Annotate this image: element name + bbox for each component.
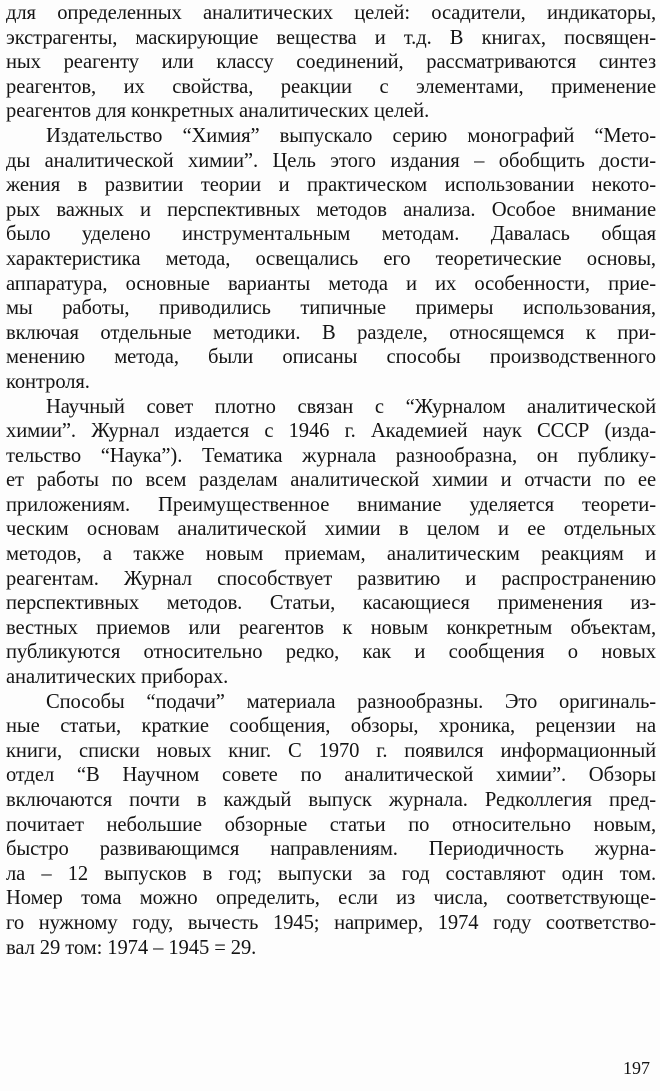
text-line: перспективных методов. Статьи, касающиеся применения из-	[6, 592, 656, 615]
text-line: вестных приемов или реагентов к новым конкретным объектам,	[6, 616, 656, 639]
text-line: включая отдельные методики. В разделе, относящемся к при-	[6, 321, 656, 344]
text-line: экстрагенты, маскирующие вещества и т.д. В книгах, посвящен-	[6, 26, 656, 49]
text-line: тельство “Наука”). Тематика журнала разнообразна, он публику-	[6, 444, 656, 467]
text-line: Издательство “Химия” выпускало серию монографий “Мето-	[46, 124, 656, 147]
text-line: Номер тома можно определить, если из числа, соответствующе-	[6, 887, 656, 910]
text-line: характеристика метода, освещались его теоретические основы,	[6, 247, 656, 270]
text-line: го нужному году, вычесть 1945; например, 1974 году соответство-	[6, 911, 656, 934]
text-line: ных реагенту или классу соединений, рассматриваются синтез	[6, 51, 656, 74]
text-line: приложениям. Преимущественное внимание уделяется теорети-	[6, 493, 656, 516]
page-number: 197	[623, 1058, 650, 1078]
text-line: Способы “подачи” материала разнообразны. Это оригиналь-	[46, 690, 656, 713]
text-line: почитает небольшие обзорные статьи по относительно новым,	[6, 813, 656, 836]
text-line: жения в развитии теории и практическом использовании некото-	[6, 174, 656, 197]
text-line: быстро развивающимся направлениям. Периодичность журна-	[6, 838, 656, 861]
text-line: для определенных аналитических целей: осадители, индикаторы,	[6, 2, 656, 24]
text-line: контроля.	[6, 370, 90, 393]
text-line: реагентов для конкретных аналитических целей.	[6, 100, 430, 123]
text-line: Научный совет плотно связан с “Журналом аналитической	[46, 395, 656, 418]
text-line: менению метода, были описаны способы производственного	[6, 346, 656, 369]
text-line: методов, а также новым приемам, аналитическим реакциям и	[6, 543, 656, 566]
text-line: аналитических приборах.	[6, 666, 229, 689]
text-line: было уделено инструментальным методам. Давалась общая	[6, 223, 656, 246]
text-line: вал 29 том: 1974 – 1945 = 29.	[6, 936, 257, 959]
text-line: публикуются относительно редко, как и сообщения о новых	[6, 641, 656, 664]
text-line: включаются почти в каждый выпуск журнала. Редколлегия пред-	[6, 789, 656, 811]
text-line: мы работы, приводились типичные примеры использования,	[6, 297, 656, 320]
text-line: ла – 12 выпусков в год; выпуски за год составляют один том.	[6, 862, 656, 885]
text-line: отдел “В Научном совете по аналитической химии”. Обзоры	[6, 764, 656, 787]
text-line: ные статьи, краткие сообщения, обзоры, хроника, рецензии на	[6, 715, 656, 738]
text-line: ческим основам аналитической химии в целом и ее отдельных	[6, 518, 656, 541]
text-line: рых важных и перспективных методов анализа. Особое внимание	[6, 198, 656, 221]
text-line: ет работы по всем разделам аналитической химии и отчасти по ее	[6, 469, 656, 492]
body-text	[6, 1, 656, 960]
text-line: химии”. Журнал издается с 1946 г. Академией наук СССР (изда-	[6, 420, 656, 443]
text-line: реагентам. Журнал способствует развитию и распространению	[6, 567, 656, 590]
text-line: ды аналитической химии”. Цель этого издания – обобщить дости-	[6, 149, 656, 172]
text-line: аппаратура, основные варианты метода и их особенности, прие-	[6, 272, 656, 295]
text-line: книги, списки новых книг. С 1970 г. появился информационный	[6, 739, 656, 762]
text-line: реагентов, их свойства, реакции с элементами, применение	[6, 75, 656, 98]
